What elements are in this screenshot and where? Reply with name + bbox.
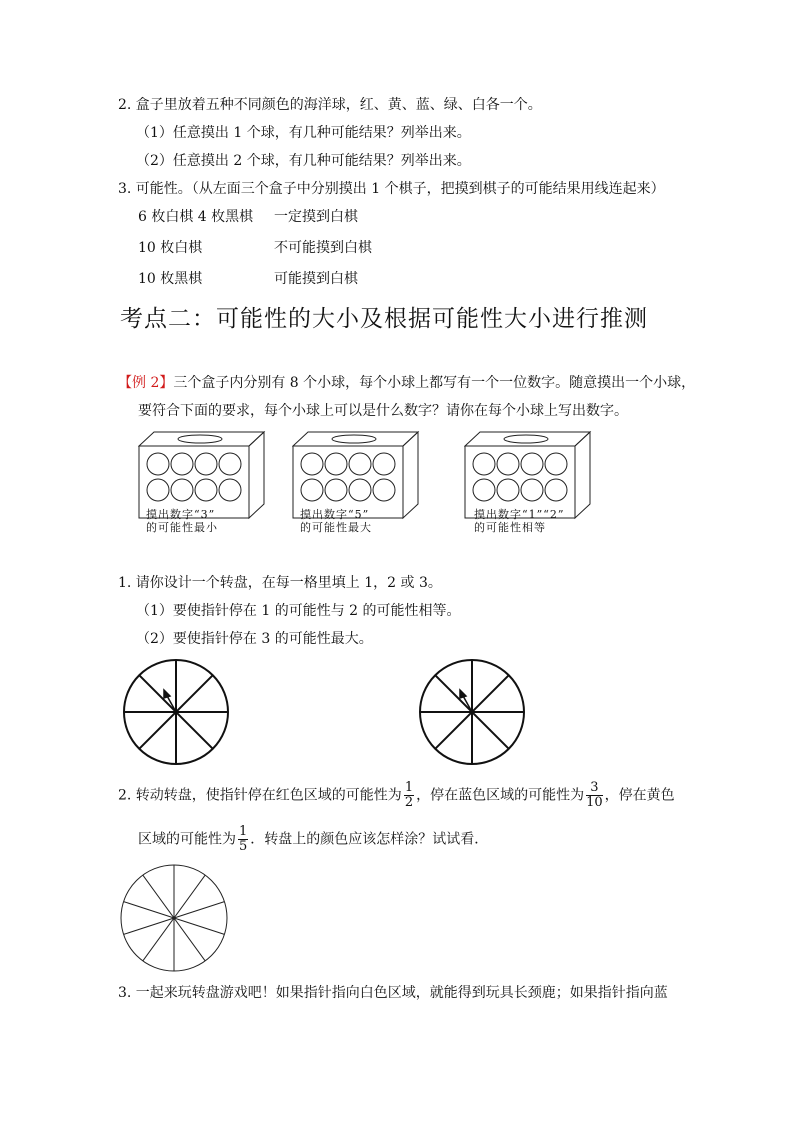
fraction-one-fifth: $\frac{1}{5}$ [239,824,248,854]
fraction-three-tenths: $\frac{3}{10}$ [586,780,603,810]
spinner-left [120,656,232,768]
p2-text-1: 2. 转动转盘，使指针停在红色区域的可能性为 [118,787,402,804]
q2-sub2: （2）任意摸出 2 个球，有几种可能结果？列举出来。 [136,153,471,169]
p2-text-5: ．转盘上的颜色应该怎样涂？试试看． [250,831,489,848]
q2-intro: 2. 盒子里放着五种不同颜色的海洋球，红、黄、蓝、绿、白各一个。 [118,97,542,113]
box-3-caption-1: 摸出数字“1”“2” [474,508,565,521]
example-line-1 [118,374,695,392]
example-line-2: 要符合下面的要求，每个小球上可以是什么数字？请你在每个小球上写出数字。 [138,403,628,419]
section-heading: 考点二：可能性的大小及根据可能性大小进行推测 [120,306,648,332]
match-left-1: 6 枚白棋 4 枚黑棋 [138,209,254,225]
p1-sub2: （2）要使指针停在 3 的可能性最大。 [136,631,373,647]
p1-sub1: （1）要使指针停在 1 的可能性与 2 的可能性相等。 [136,603,461,619]
example-text-1: 三个盒子内分别有 8 个小球，每个小球上都写有一个一位数字。随意摸出一个小球， [173,375,696,391]
match-left-3: 10 枚黑棋 [138,271,203,287]
p2-text-4: 区域的可能性为 [138,831,236,848]
fraction-half: $\frac{1}{2}$ [404,780,414,810]
example-tag: 【例 2】 [118,375,174,391]
p2-text-3: ，停在黄色 [604,787,675,804]
box-2-caption-2: 的可能性最大 [300,521,372,534]
match-right-2: 不可能摸到白棋 [274,240,372,256]
box-3-caption-2: 的可能性相等 [474,521,546,534]
p2-line-2 [138,825,488,854]
p1-intro: 1. 请你设计一个转盘，在每一格里填上 1，2 或 3。 [118,575,442,591]
match-right-3: 可能摸到白棋 [274,271,358,287]
box-2-caption-1: 摸出数字“5” [300,508,370,521]
q2-sub1: （1）任意摸出 1 个球，有几种可能结果？列举出来。 [136,125,471,141]
match-left-2: 10 枚白棋 [138,240,203,256]
spinner-ten-sectors [118,862,230,974]
spinner-right [416,656,528,768]
box-1-caption-2: 的可能性最小 [146,521,218,534]
p3-intro: 3. 一起来玩转盘游戏吧！如果指针指向白色区域，就能得到玩具长颈鹿；如果指针指向蓝 [118,985,668,1001]
match-right-1: 一定摸到白棋 [274,209,358,225]
p2-text-2: ，停在蓝色区域的可能性为 [416,787,585,804]
p2-line-1 [118,781,675,810]
box-1-caption-1: 摸出数字“3” [146,508,216,521]
q3-intro: 3. 可能性。（从左面三个盒子中分别摸出 1 个棋子，把摸到棋子的可能结果用线连起来） [118,181,665,197]
